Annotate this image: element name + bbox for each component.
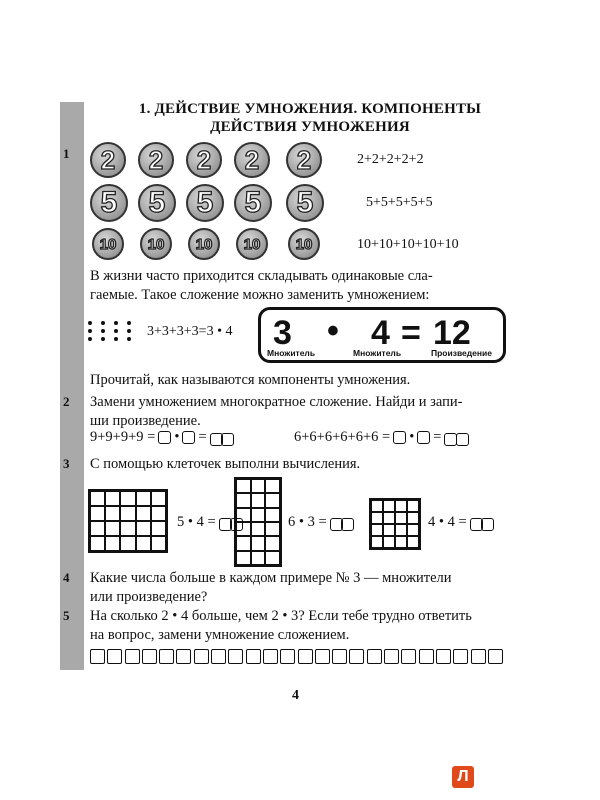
grid-cell	[90, 506, 105, 521]
dot	[101, 321, 105, 325]
dot-operator: •	[327, 312, 339, 350]
dot	[101, 337, 105, 341]
grid-cell	[151, 491, 166, 506]
grid-cell	[395, 536, 407, 548]
dot	[88, 329, 92, 333]
grid-cell	[90, 491, 105, 506]
grid-cell	[120, 506, 135, 521]
grid-cell	[236, 493, 251, 507]
grid-cell	[371, 536, 383, 548]
task-3-example-2	[288, 514, 353, 531]
grid-cell	[407, 536, 419, 548]
task-3-text: С помощью клеточек выполни вычисления.	[90, 456, 361, 472]
grid-cell	[265, 522, 280, 536]
grid-cell	[265, 551, 280, 565]
dot	[127, 329, 131, 333]
answer-cell[interactable]	[419, 649, 434, 664]
answer-cell[interactable]	[107, 649, 122, 664]
answer-cell[interactable]	[159, 649, 174, 664]
equals-sign: =	[401, 314, 421, 352]
dot	[114, 321, 118, 325]
answer-cell[interactable]	[176, 649, 191, 664]
equation-2-sum: 6+6+6+6+6+6 =	[294, 429, 391, 445]
example-1-text: 5 • 4 =	[177, 514, 216, 530]
grid-cell	[251, 522, 266, 536]
coin-2-icon: 2	[138, 142, 174, 178]
grid-cell	[251, 493, 266, 507]
answer-box[interactable]	[158, 431, 171, 444]
task-2-number: 2	[63, 394, 70, 409]
dot	[101, 329, 105, 333]
intro-text-line-2: гаемые. Такое сложение можно заменить умножением:	[90, 287, 430, 303]
coin-10-icon: 10	[288, 228, 320, 260]
grid-cell	[383, 524, 395, 536]
answer-cell[interactable]	[142, 649, 157, 664]
sum-row-3: 10+10+10+10+10	[357, 237, 459, 252]
grid-cell	[105, 536, 120, 551]
coin-10-icon: 10	[188, 228, 220, 260]
grid-cell	[251, 551, 266, 565]
coin-10-icon: 10	[140, 228, 172, 260]
grid-cell	[136, 521, 151, 536]
task-3-example-1	[177, 514, 242, 531]
example-2-text: 6 • 3 =	[288, 514, 327, 530]
answer-cell[interactable]	[384, 649, 399, 664]
grid-cell	[236, 522, 251, 536]
task-2-line-1: Замени умножением многократное сложение. Найди и запи-	[90, 394, 463, 410]
grid-cell	[265, 493, 280, 507]
grid-cell	[151, 536, 166, 551]
task-2-equation-2	[294, 429, 467, 446]
answer-cell[interactable]	[436, 649, 451, 664]
grid-cell	[120, 491, 135, 506]
grid-cell	[151, 506, 166, 521]
grid-cell	[136, 506, 151, 521]
grid-cell	[236, 508, 251, 522]
grid-cell	[265, 479, 280, 493]
grid-cell	[105, 491, 120, 506]
answer-cell[interactable]	[471, 649, 486, 664]
task-4-line-1: Какие числа больше в каждом примере № 3 — множители	[90, 570, 452, 586]
answer-cell[interactable]	[228, 649, 243, 664]
grid-cell	[136, 536, 151, 551]
grid-4x4	[369, 498, 421, 550]
answer-box[interactable]	[417, 431, 430, 444]
grid-cell	[236, 479, 251, 493]
answer-cells-row[interactable]	[90, 649, 505, 664]
sum-row-2: 5+5+5+5+5	[366, 195, 433, 210]
title-line-2: ДЕЙСТВИЯ УМНОЖЕНИЯ	[210, 119, 410, 135]
grid-5x4	[88, 489, 168, 553]
grid-cell	[383, 512, 395, 524]
task-2-line-2: ши произведение.	[90, 413, 201, 429]
label-factor-1: Множитель	[267, 348, 316, 358]
grid-cell	[105, 521, 120, 536]
coin-2-icon: 2	[286, 142, 322, 178]
answer-cell[interactable]	[194, 649, 209, 664]
dot-operator: •	[409, 429, 415, 445]
grid-cell	[151, 521, 166, 536]
factor-2: 4	[371, 314, 390, 352]
product-value: 12	[433, 314, 471, 352]
read-instruction: Прочитай, как называются компоненты умножения.	[90, 372, 411, 388]
grid-6x3	[234, 477, 282, 567]
answer-box[interactable]	[182, 431, 195, 444]
multiplication-box	[258, 307, 506, 363]
dot	[88, 321, 92, 325]
grid-cell	[136, 491, 151, 506]
answer-cell[interactable]	[90, 649, 105, 664]
grid-cell	[90, 521, 105, 536]
coin-5-icon: 5	[286, 184, 324, 222]
coin-2-icon: 2	[186, 142, 222, 178]
coin-5-icon: 5	[90, 184, 128, 222]
grid-cell	[383, 500, 395, 512]
double-answer-box[interactable]	[330, 516, 353, 529]
equals-sign: =	[198, 429, 207, 445]
grid-cell	[120, 521, 135, 536]
answer-cell[interactable]	[367, 649, 382, 664]
answer-cell[interactable]	[298, 649, 313, 664]
grid-cell	[407, 524, 419, 536]
task-3-number: 3	[63, 456, 70, 471]
answer-cell[interactable]	[453, 649, 468, 664]
grid-cell	[395, 524, 407, 536]
grid-cell	[395, 512, 407, 524]
coin-5-icon: 5	[138, 184, 176, 222]
grid-cell	[265, 536, 280, 550]
coin-2-icon: 2	[90, 142, 126, 178]
equals-sign: =	[433, 429, 442, 445]
grid-cell	[105, 506, 120, 521]
task-5-line-2: на вопрос, замени умножение сложением.	[90, 627, 350, 643]
grid-cell	[120, 536, 135, 551]
answer-cell[interactable]	[125, 649, 140, 664]
task-5-line-1: На сколько 2 • 4 больше, чем 2 • 3? Если тебе трудно ответить	[90, 608, 472, 624]
coin-5-icon: 5	[234, 184, 272, 222]
answer-cell[interactable]	[263, 649, 278, 664]
coin-10-icon: 10	[92, 228, 124, 260]
task-4-line-2: или произведение?	[90, 589, 208, 605]
grid-cell	[407, 500, 419, 512]
dot	[127, 321, 131, 325]
answer-cell[interactable]	[246, 649, 261, 664]
coin-5-icon: 5	[186, 184, 224, 222]
title-line-1: 1. ДЕЙСТВИЕ УМНОЖЕНИЯ. КОМПОНЕНТЫ	[138, 101, 482, 117]
answer-cell[interactable]	[332, 649, 347, 664]
label-factor-2: Множитель	[353, 348, 402, 358]
page-number: 4	[292, 688, 299, 703]
double-answer-box[interactable]	[210, 431, 233, 444]
dot	[88, 337, 92, 341]
small-expression: 3+3+3+3=3 • 4	[147, 324, 233, 339]
grid-cell	[395, 500, 407, 512]
grid-cell	[90, 536, 105, 551]
answer-box[interactable]	[393, 431, 406, 444]
coin-2-icon: 2	[234, 142, 270, 178]
grid-cell	[407, 512, 419, 524]
task-5-number: 5	[63, 608, 70, 623]
grid-cell	[371, 500, 383, 512]
publisher-logo: Л	[452, 766, 474, 788]
equation-1-sum: 9+9+9+9 =	[90, 429, 156, 445]
dot	[127, 337, 131, 341]
sum-row-1: 2+2+2+2+2	[357, 152, 424, 167]
double-answer-box[interactable]	[444, 431, 467, 444]
grid-cell	[236, 551, 251, 565]
answer-cell[interactable]	[488, 649, 503, 664]
grid-cell	[236, 536, 251, 550]
answer-cell[interactable]	[401, 649, 416, 664]
example-3-text: 4 • 4 =	[428, 514, 467, 530]
factor-1: 3	[273, 314, 292, 352]
answer-cell[interactable]	[315, 649, 330, 664]
answer-cell[interactable]	[211, 649, 226, 664]
intro-text-line-1: В жизни часто приходится складывать одинаковые сла-	[90, 268, 433, 284]
grid-cell	[251, 536, 266, 550]
grid-cell	[383, 536, 395, 548]
dot	[114, 329, 118, 333]
grid-cell	[265, 508, 280, 522]
grid-cell	[371, 512, 383, 524]
page-title	[100, 100, 520, 136]
answer-cell[interactable]	[349, 649, 364, 664]
dot	[114, 337, 118, 341]
coin-10-icon: 10	[236, 228, 268, 260]
label-product: Произведение	[431, 348, 492, 358]
grid-cell	[251, 479, 266, 493]
task-4-number: 4	[63, 570, 70, 585]
task-2-equation-1	[90, 429, 233, 446]
grid-cell	[371, 524, 383, 536]
double-answer-box[interactable]	[470, 516, 493, 529]
task-3-example-3	[428, 514, 493, 531]
task-1-number: 1	[63, 146, 70, 161]
answer-cell[interactable]	[280, 649, 295, 664]
dot-operator: •	[174, 429, 180, 445]
grid-cell	[251, 508, 266, 522]
